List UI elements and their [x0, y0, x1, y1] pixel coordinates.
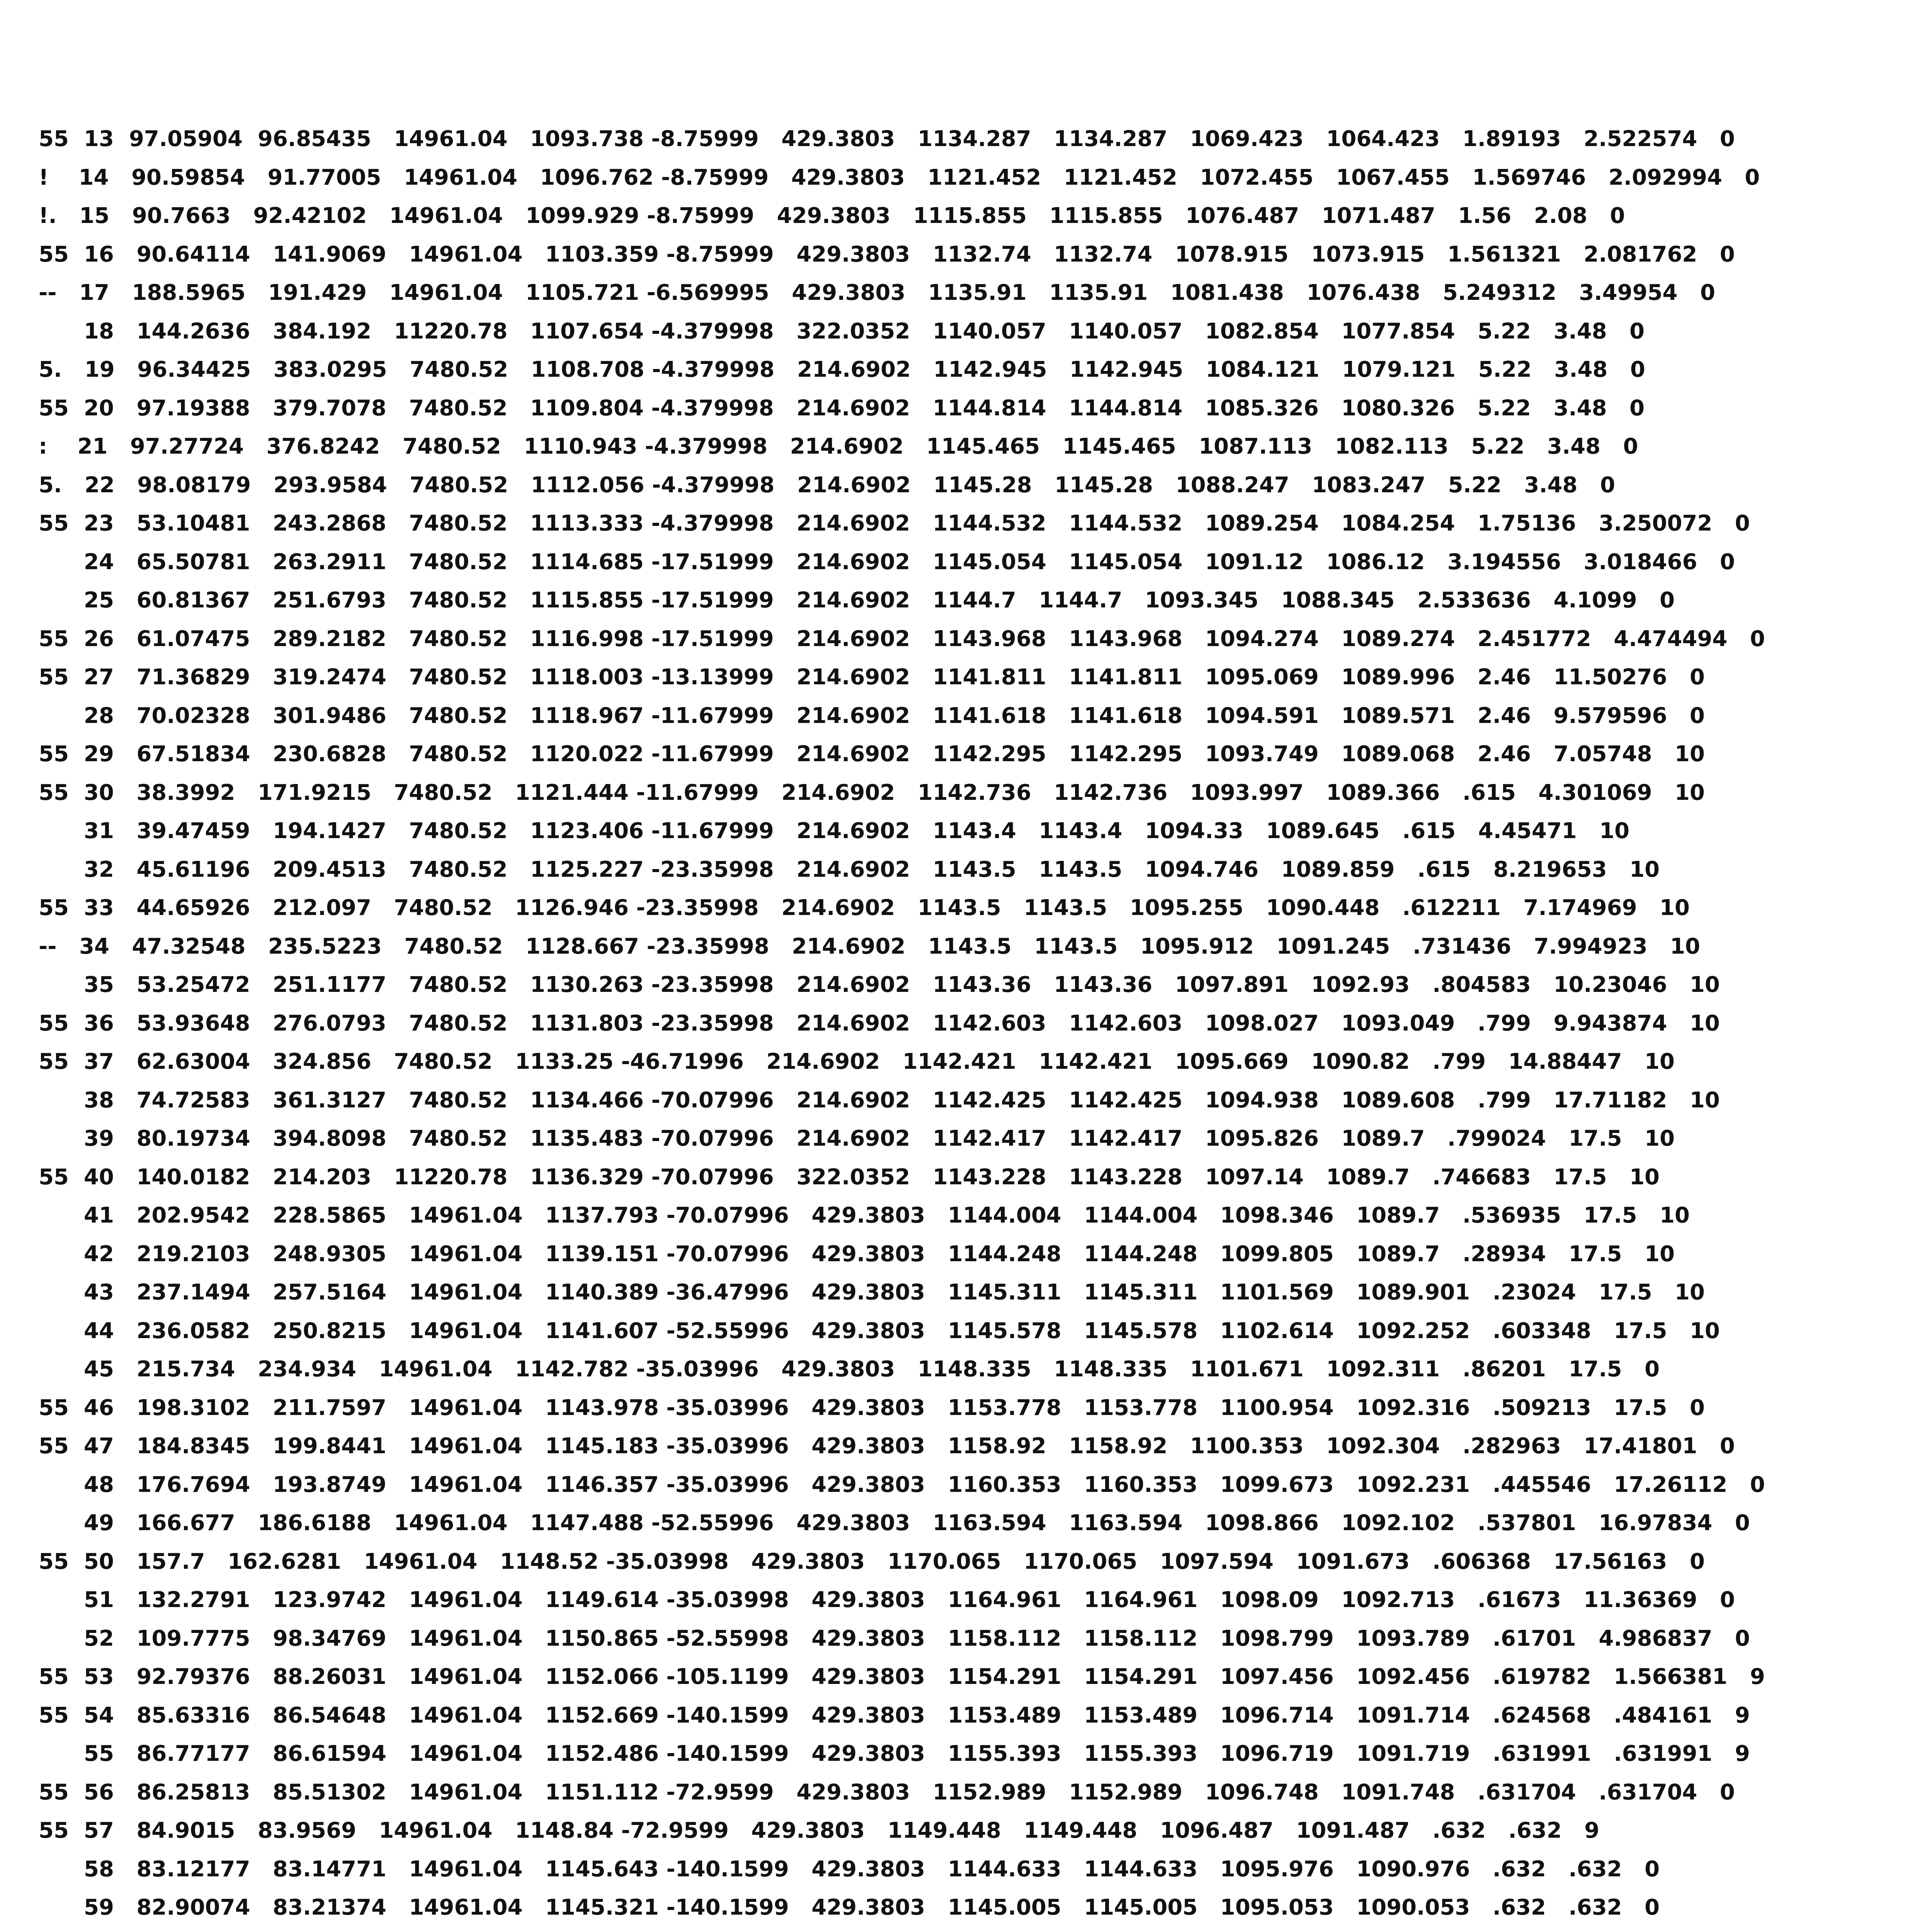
- data-row: : 21 97.27724 376.8242 7480.52 1110.943 -4.379998 214.6902 1145.465 1145.465 1087.113 1082.113 5.22 3.48 0: [39, 434, 1638, 459]
- data-row: 18 144.2636 384.192 11220.78 1107.654 -4.379998 322.0352 1140.057 1140.057 1082.854 1077.854 5.22 3.48 0: [39, 318, 1645, 344]
- data-row: 55 40 140.0182 214.203 11220.78 1136.329 -70.07996 322.0352 1143.228 1143.228 1097.14 1089.7 .746683 17.5 10: [39, 1164, 1660, 1190]
- data-row: 49 166.677 186.6188 14961.04 1147.488 -52.55996 429.3803 1163.594 1163.594 1098.866 1092.102 .537801 16.97834 0: [39, 1510, 1750, 1536]
- data-row: 28 70.02328 301.9486 7480.52 1118.967 -11.67999 214.6902 1141.618 1141.618 1094.591 1089.571 2.46 9.579596 0: [39, 703, 1705, 728]
- data-row: 45 215.734 234.934 14961.04 1142.782 -35.03996 429.3803 1148.335 1148.335 1101.671 1092.311 .86201 17.5 0: [39, 1357, 1660, 1382]
- data-row: 55 33 44.65926 212.097 7480.52 1126.946 -23.35998 214.6902 1143.5 1143.5 1095.255 1090.448 .612211 7.174969 10: [39, 895, 1690, 920]
- data-row: 48 176.7694 193.8749 14961.04 1146.357 -35.03996 429.3803 1160.353 1160.353 1099.673 1092.231 .445546 17.26112 0: [39, 1472, 1765, 1497]
- data-row: 55 37 62.63004 324.856 7480.52 1133.25 -46.71996 214.6902 1142.421 1142.421 1095.669 1090.82 .799 14.88447 10: [39, 1049, 1675, 1074]
- data-row: [39, 1931, 1614, 1932]
- data-row: 55 50 157.7 162.6281 14961.04 1148.52 -35.03998 429.3803 1170.065 1170.065 1097.594 1091.673 .606368 17.56163 0: [39, 1549, 1705, 1574]
- data-row: 58 83.12177 83.14771 14961.04 1145.643 -140.1599 429.3803 1144.633 1144.633 1095.976 1090.976 .632 .632 0: [39, 1856, 1660, 1882]
- data-row: -- 34 47.32548 235.5223 7480.52 1128.667 -23.35998 214.6902 1143.5 1143.5 1095.912 1091.245 .731436 7.994923 10: [39, 934, 1700, 959]
- data-row: 42 219.2103 248.9305 14961.04 1139.151 -70.07996 429.3803 1144.248 1144.248 1099.805 1089.7 .28934 17.5 10: [39, 1241, 1675, 1267]
- data-row: 35 53.25472 251.1177 7480.52 1130.263 -23.35998 214.6902 1143.36 1143.36 1097.891 1092.93 .804583 10.23046 10: [39, 972, 1720, 997]
- data-row: 51 132.2791 123.9742 14961.04 1149.614 -35.03998 429.3803 1164.961 1164.961 1098.09 1092.713 .61673 11.36369 0: [39, 1587, 1735, 1612]
- data-row: 38 74.72583 361.3127 7480.52 1134.466 -70.07996 214.6902 1142.425 1142.425 1094.938 1089.608 .799 17.71182 10: [39, 1087, 1720, 1113]
- data-row: 55 20 97.19388 379.7078 7480.52 1109.804 -4.379998 214.6902 1144.814 1144.814 1085.326 1080.326 5.22 3.48 0: [39, 395, 1645, 421]
- data-row: !. 15 90.7663 92.42102 14961.04 1099.929 -8.75999 429.3803 1115.855 1115.855 1076.487 1071.487 1.56 2.08 0: [39, 203, 1625, 228]
- data-row: 55 53 92.79376 88.26031 14961.04 1152.066 -105.1199 429.3803 1154.291 1154.291 1097.456 1092.456 .619782 1.566381 9: [39, 1664, 1765, 1689]
- data-row: 43 237.1494 257.5164 14961.04 1140.389 -36.47996 429.3803 1145.311 1145.311 1101.569 1089.901 .23024 17.5 10: [39, 1280, 1705, 1305]
- data-row: -- 17 188.5965 191.429 14961.04 1105.721 -6.569995 429.3803 1135.91 1135.91 1081.438 1076.438 5.249312 3.49954 0: [39, 280, 1715, 305]
- data-row: 55 86.77177 86.61594 14961.04 1152.486 -140.1599 429.3803 1155.393 1155.393 1096.719 1091.719 .631991 .631991 9: [39, 1741, 1750, 1766]
- data-row: 55 57 84.9015 83.9569 14961.04 1148.84 -72.9599 429.3803 1149.448 1149.448 1096.487 1091.487 .632 .632 9: [39, 1818, 1600, 1843]
- data-row: 41 202.9542 228.5865 14961.04 1137.793 -70.07996 429.3803 1144.004 1144.004 1098.346 1089.7 .536935 17.5 10: [39, 1203, 1690, 1228]
- data-row: 55 29 67.51834 230.6828 7480.52 1120.022 -11.67999 214.6902 1142.295 1142.295 1093.749 1089.068 2.46 7.05748 10: [39, 742, 1705, 767]
- data-row: 55 26 61.07475 289.2182 7480.52 1116.998 -17.51999 214.6902 1143.968 1143.968 1094.274 1089.274 2.451772 4.474494 0: [39, 626, 1765, 651]
- data-row: 44 236.0582 250.8215 14961.04 1141.607 -52.55996 429.3803 1145.578 1145.578 1102.614 1092.252 .603348 17.5 10: [39, 1318, 1720, 1344]
- data-row: 55 54 85.63316 86.54648 14961.04 1152.669 -140.1599 429.3803 1153.489 1153.489 1096.714 1091.714 .624568 .484161 9: [39, 1702, 1750, 1728]
- data-row: 39 80.19734 394.8098 7480.52 1135.483 -70.07996 214.6902 1142.417 1142.417 1095.826 1089.7 .799024 17.5 10: [39, 1126, 1675, 1151]
- data-row: ! 14 90.59854 91.77005 14961.04 1096.762 -8.75999 429.3803 1121.452 1121.452 1072.455 1067.455 1.569746 2.092994 0: [39, 165, 1760, 190]
- data-row: 52 109.7775 98.34769 14961.04 1150.865 -52.55998 429.3803 1158.112 1158.112 1098.799 1093.789 .61701 4.986837 0: [39, 1626, 1750, 1651]
- data-row: 31 39.47459 194.1427 7480.52 1123.406 -11.67999 214.6902 1143.4 1143.4 1094.33 1089.645 .615 4.45471 10: [39, 818, 1630, 844]
- data-row: 55 13 97.05904 96.85435 14961.04 1093.738 -8.75999 429.3803 1134.287 1134.287 1069.423 1064.423 1.89193 2.522574 0: [39, 126, 1735, 151]
- data-row: 55 30 38.3992 171.9215 7480.52 1121.444 -11.67999 214.6902 1142.736 1142.736 1093.997 1089.366 .615 4.301069 10: [39, 780, 1705, 805]
- data-row: 55 27 71.36829 319.2474 7480.52 1118.003 -13.13999 214.6902 1141.811 1141.811 1095.069 1089.996 2.46 11.50276 0: [39, 665, 1705, 690]
- data-row: 55 16 90.64114 141.9069 14961.04 1103.359 -8.75999 429.3803 1132.74 1132.74 1078.915 1073.915 1.561321 2.081762 0: [39, 242, 1735, 267]
- data-row: 59 82.90074 83.21374 14961.04 1145.321 -140.1599 429.3803 1145.005 1145.005 1095.053 1090.053 .632 .632 0: [39, 1895, 1660, 1920]
- data-row: 55 46 198.3102 211.7597 14961.04 1143.978 -35.03996 429.3803 1153.778 1153.778 1100.954 1092.316 .509213 17.5 0: [39, 1395, 1705, 1420]
- data-row: 55 36 53.93648 276.0793 7480.52 1131.803 -23.35998 214.6902 1142.603 1142.603 1098.027 1093.049 .799 9.943874 10: [39, 1010, 1720, 1036]
- data-row: 32 45.61196 209.4513 7480.52 1125.227 -23.35998 214.6902 1143.5 1143.5 1094.746 1089.859 .615 8.219653 10: [39, 857, 1660, 882]
- data-row: 55 56 86.25813 85.51302 14961.04 1151.112 -72.9599 429.3803 1152.989 1152.989 1096.748 1091.748 .631704 .631704 0: [39, 1779, 1735, 1805]
- data-row: 5. 19 96.34425 383.0295 7480.52 1108.708 -4.379998 214.6902 1142.945 1142.945 1084.121 1079.121 5.22 3.48 0: [39, 357, 1645, 382]
- data-row: 5. 22 98.08179 293.9584 7480.52 1112.056 -4.379998 214.6902 1145.28 1145.28 1088.247 1083.247 5.22 3.48 0: [39, 472, 1615, 498]
- data-row: 55 47 184.8345 199.8441 14961.04 1145.183 -35.03996 429.3803 1158.92 1158.92 1100.353 1092.304 .282963 17.41801 0: [39, 1434, 1735, 1459]
- data-row: 24 65.50781 263.2911 7480.52 1114.685 -17.51999 214.6902 1145.054 1145.054 1091.12 1086.12 3.194556 3.018466 0: [39, 549, 1735, 575]
- data-row: 55 23 53.10481 243.2868 7480.52 1113.333 -4.379998 214.6902 1144.532 1144.532 1089.254 1084.254 1.75136 3.250072 0: [39, 511, 1750, 536]
- data-row: 25 60.81367 251.6793 7480.52 1115.855 -17.51999 214.6902 1144.7 1144.7 1093.345 1088.345 2.533636 4.1099 0: [39, 588, 1675, 613]
